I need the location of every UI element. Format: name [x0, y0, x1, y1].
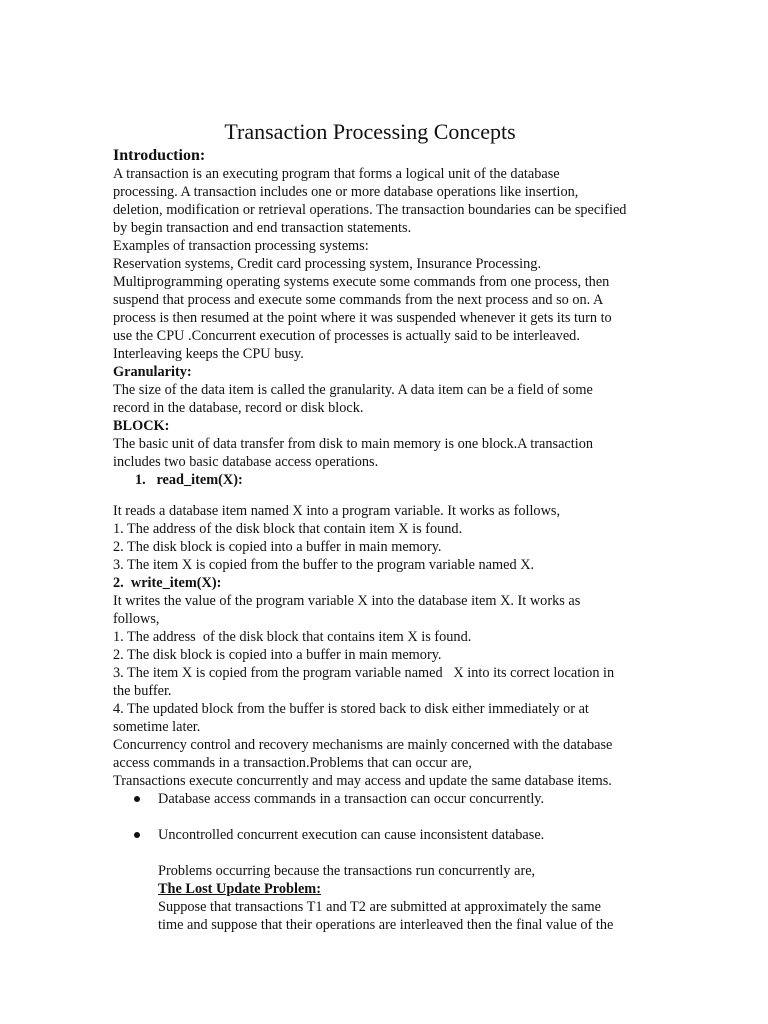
granularity-heading: Granularity: [113, 364, 192, 380]
read-item-heading: 1. read_item(X): [135, 472, 243, 488]
read-item-line: 2. The disk block is copied into a buffer in main memory. [113, 539, 442, 555]
introduction-heading: Introduction: [113, 147, 206, 164]
write-item-line: Transactions execute concurrently and may access and update the same database items. [113, 773, 612, 789]
block-line: The basic unit of data transfer from disk to main memory is one block.A transaction [113, 436, 594, 452]
intro-line: Multiprogramming operating systems execute some commands from one process, then [113, 274, 610, 290]
write-item-line: 3. The item X is copied from the program variable named X into its correct location in [113, 665, 615, 681]
bullet-text: Uncontrolled concurrent execution can cause inconsistent database. [158, 827, 545, 843]
lost-update-line: Suppose that transactions T1 and T2 are submitted at approximately the same [158, 899, 601, 915]
intro-line: suspend that process and execute some commands from the next process and so on. A [113, 292, 604, 308]
document-title: Transaction Processing Concepts [224, 119, 516, 144]
bullet-item [113, 790, 653, 808]
intro-line: process is then resumed at the point where it was suspended whenever it gets its turn to [113, 310, 612, 326]
write-item-line: follows, [113, 611, 160, 627]
write-item-line: 4. The updated block from the buffer is stored back to disk either immediately or at [113, 701, 589, 717]
write-item-line: the buffer. [113, 683, 172, 699]
block-heading: BLOCK: [113, 418, 170, 434]
block-line: includes two basic database access operations. [113, 454, 379, 470]
read-item-line: It reads a database item named X into a program variable. It works as follows, [113, 503, 561, 519]
problems-line: Problems occurring because the transactions run concurrently are, [158, 863, 536, 879]
lost-update-line: time and suppose that their operations are interleaved then the final value of the [158, 917, 614, 933]
write-item-line: It writes the value of the program variable X into the database item X. It works as [113, 593, 581, 609]
bullet-dot-icon [134, 796, 140, 802]
intro-line: Reservation systems, Credit card processing system, Insurance Processing. [113, 256, 542, 272]
bullet-item [113, 826, 653, 844]
bullet-text: Database access commands in a transaction can occur concurrently. [158, 791, 545, 807]
intro-line: by begin transaction and end transaction statements. [113, 220, 412, 236]
intro-line: use the CPU .Concurrent execution of processes is actually said to be interleaved. [113, 328, 580, 344]
write-item-line: 2. The disk block is copied into a buffer in main memory. [113, 647, 442, 663]
bullet-dot-icon [134, 832, 140, 838]
lost-update-heading: The Lost Update Problem: [158, 881, 321, 897]
write-item-line: Concurrency control and recovery mechanisms are mainly concerned with the database [113, 737, 613, 753]
intro-line: A transaction is an executing program that forms a logical unit of the database [113, 166, 560, 182]
read-item-line: 1. The address of the disk block that contain item X is found. [113, 521, 463, 537]
write-item-line: access commands in a transaction.Problems that can occur are, [113, 755, 472, 771]
document-body [113, 146, 653, 934]
read-item-line: 3. The item X is copied from the buffer to the program variable named X. [113, 557, 535, 573]
intro-line: deletion, modification or retrieval operations. The transaction boundaries can be specified [113, 202, 627, 218]
granularity-line: record in the database, record or disk block. [113, 400, 364, 416]
write-item-line: sometime later. [113, 719, 201, 735]
write-item-line: 1. The address of the disk block that contains item X is found. [113, 629, 472, 645]
intro-line: Interleaving keeps the CPU busy. [113, 346, 304, 362]
intro-line: Examples of transaction processing systems: [113, 238, 369, 254]
granularity-line: The size of the data item is called the granularity. A data item can be a field of some [113, 382, 593, 398]
write-item-heading: 2. write_item(X): [113, 575, 222, 591]
intro-line: processing. A transaction includes one or more database operations like insertion, [113, 184, 579, 200]
